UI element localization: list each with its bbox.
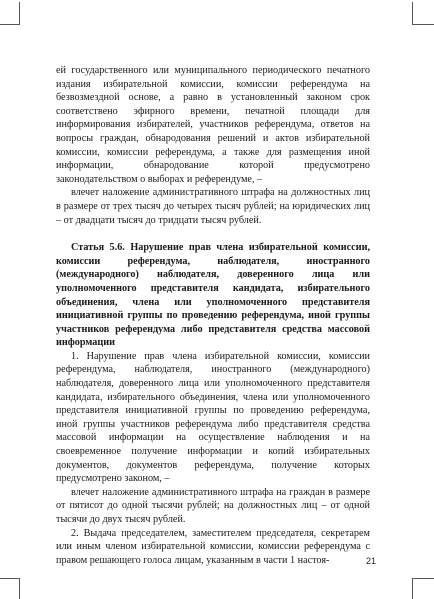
page-number: 21 xyxy=(365,556,376,566)
crop-mark-bottom-right-h xyxy=(412,578,434,579)
crop-mark-top-left-v xyxy=(19,2,20,24)
crop-mark-bottom-left-v xyxy=(19,578,20,599)
crop-mark-bottom-right-v xyxy=(412,578,413,599)
crop-mark-top-right-h xyxy=(412,24,434,25)
paragraph-penalty-1: влечет наложение административного штрафа на должностных лиц в размере от трех тысяч до четырех тысяч рублей; на юридических лиц – от двадцати тысяч до тридцати тысяч рублей. xyxy=(56,187,370,226)
body-text xyxy=(56,64,370,567)
paragraph-penalty-2: влечет наложение административного штрафа на граждан в размере от пятисот до одной тысячи рублей; на должностных лиц – от одной тысячи до двух тысяч рублей. xyxy=(56,486,370,525)
paragraph-article-part-2: 2. Выдача председателем, заместителем председателя, секретарем или иным членом избирательной комиссии, комиссии референдума с правом решающего голоса лицам, указанным в части 1 настоя- xyxy=(56,527,370,566)
crop-mark-bottom-left-h xyxy=(0,578,20,579)
crop-mark-top-left-h xyxy=(0,24,20,25)
article-heading: Статья 5.6. Нарушение прав члена избирательной комиссии, комиссии референдума, наблюдателя, иностранного (международного) наблюдателя, доверенного лица или уполномоченного представителя кандидата, избирательного объединения, члена или уполномоченного представителя инициативной группы по проведению референдума, иной группы участников референдума либо представителя средства массовой информации xyxy=(56,242,370,349)
crop-mark-top-right-v xyxy=(412,2,413,24)
paragraph-continuation: ей государственного или муниципального периодического печатного издания избирательной комиссии, комиссии референдума на безвозмездной основе, а равно в установленный законом срок соответствено эфирного времени, печатной площади для информирования избирателей, участников референдума, ответов на вопросы граждан, обнародования решений и актов избирательной комиссии, комиссии референдума, а также для размещения иной информации, обнародование которой предусмотрено законодательством о выборах и референдуме, – xyxy=(56,65,370,185)
paragraph-article-part-1: 1. Нарушение прав члена избирательной комиссии, комиссии референдума, наблюдателя, иностранного (международного) наблюдателя, доверенного лица или уполномоченного представителя кандидата, избирательного объединения, члена или уполномоченного представителя инициативной группы по проведению референдума, иной группы участников референдума либо представителя средства массовой информации на осуществление наблюдения и на своевременное получение информации и копий избирательных документов, документов референдума, получение которых предусмотрено законом, – xyxy=(56,350,370,485)
